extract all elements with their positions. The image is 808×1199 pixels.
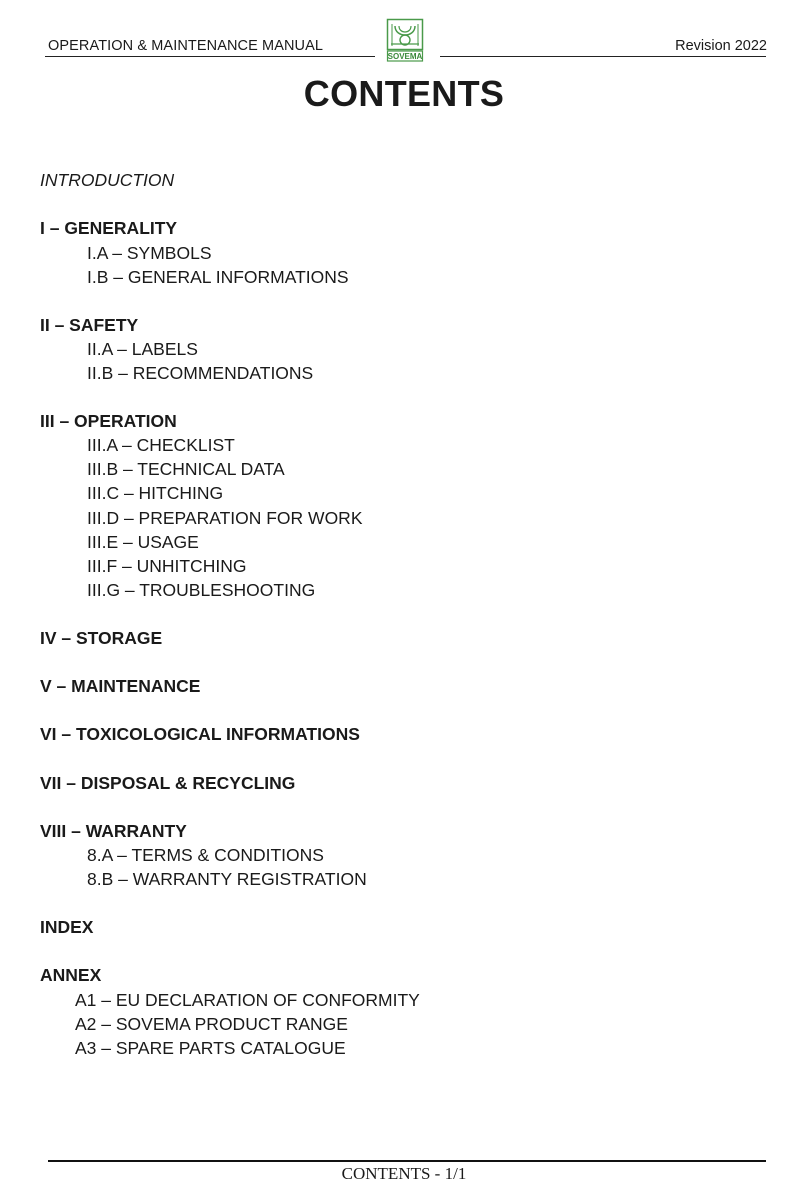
toc-item-troubleshooting: III.G – TROUBLESHOOTING: [87, 580, 316, 600]
toc-section-generality: I – GENERALITY: [40, 218, 178, 238]
toc-item-recommendations: II.B – RECOMMENDATIONS: [87, 363, 314, 383]
toc-item-checklist: III.A – CHECKLIST: [87, 435, 235, 455]
toc-item-preparation-for-work: III.D – PREPARATION FOR WORK: [87, 508, 363, 528]
toc-item-spare-parts: A3 – SPARE PARTS CATALOGUE: [75, 1038, 346, 1058]
toc-item-general-informations: I.B – GENERAL INFORMATIONS: [87, 267, 349, 287]
header-rule-right: [440, 56, 766, 57]
header-rule-left: [45, 56, 375, 57]
toc-section-index: INDEX: [40, 917, 94, 937]
toc-item-technical-data: III.B – TECHNICAL DATA: [87, 459, 285, 479]
toc-section-safety: II – SAFETY: [40, 315, 139, 335]
toc-item-labels: II.A – LABELS: [87, 339, 198, 359]
toc-item-terms-conditions: 8.A – TERMS & CONDITIONS: [87, 845, 324, 865]
toc-item-symbols: I.A – SYMBOLS: [87, 243, 212, 263]
toc-section-disposal: VII – DISPOSAL & RECYCLING: [40, 773, 296, 793]
toc-section-toxicological: VI – TOXICOLOGICAL INFORMATIONS: [40, 724, 360, 744]
revision-label: Revision 2022: [675, 38, 767, 54]
toc-item-product-range: A2 – SOVEMA PRODUCT RANGE: [75, 1014, 348, 1034]
toc-section-annex: ANNEX: [40, 965, 102, 985]
toc-item-eu-declaration: A1 – EU DECLARATION OF CONFORMITY: [75, 990, 420, 1010]
page-footer: CONTENTS - 1/1: [341, 1164, 467, 1183]
toc-section-maintenance: V – MAINTENANCE: [40, 676, 201, 696]
toc-item-usage: III.E – USAGE: [87, 532, 199, 552]
toc-item-unhitching: III.F – UNHITCHING: [87, 556, 247, 576]
toc-introduction: INTRODUCTION: [40, 170, 175, 190]
toc-section-warranty: VIII – WARRANTY: [40, 821, 187, 841]
toc-section-operation: III – OPERATION: [40, 411, 177, 431]
svg-text:SOVEMA: SOVEMA: [387, 52, 423, 61]
footer-rule: [48, 1160, 766, 1162]
sovema-logo-icon: [386, 18, 424, 62]
manual-title: OPERATION & MAINTENANCE MANUAL: [48, 38, 324, 54]
toc-section-storage: IV – STORAGE: [40, 628, 163, 648]
page-title: CONTENTS: [303, 73, 505, 114]
toc-item-hitching: III.C – HITCHING: [87, 483, 224, 503]
toc-item-warranty-registration: 8.B – WARRANTY REGISTRATION: [87, 869, 367, 889]
